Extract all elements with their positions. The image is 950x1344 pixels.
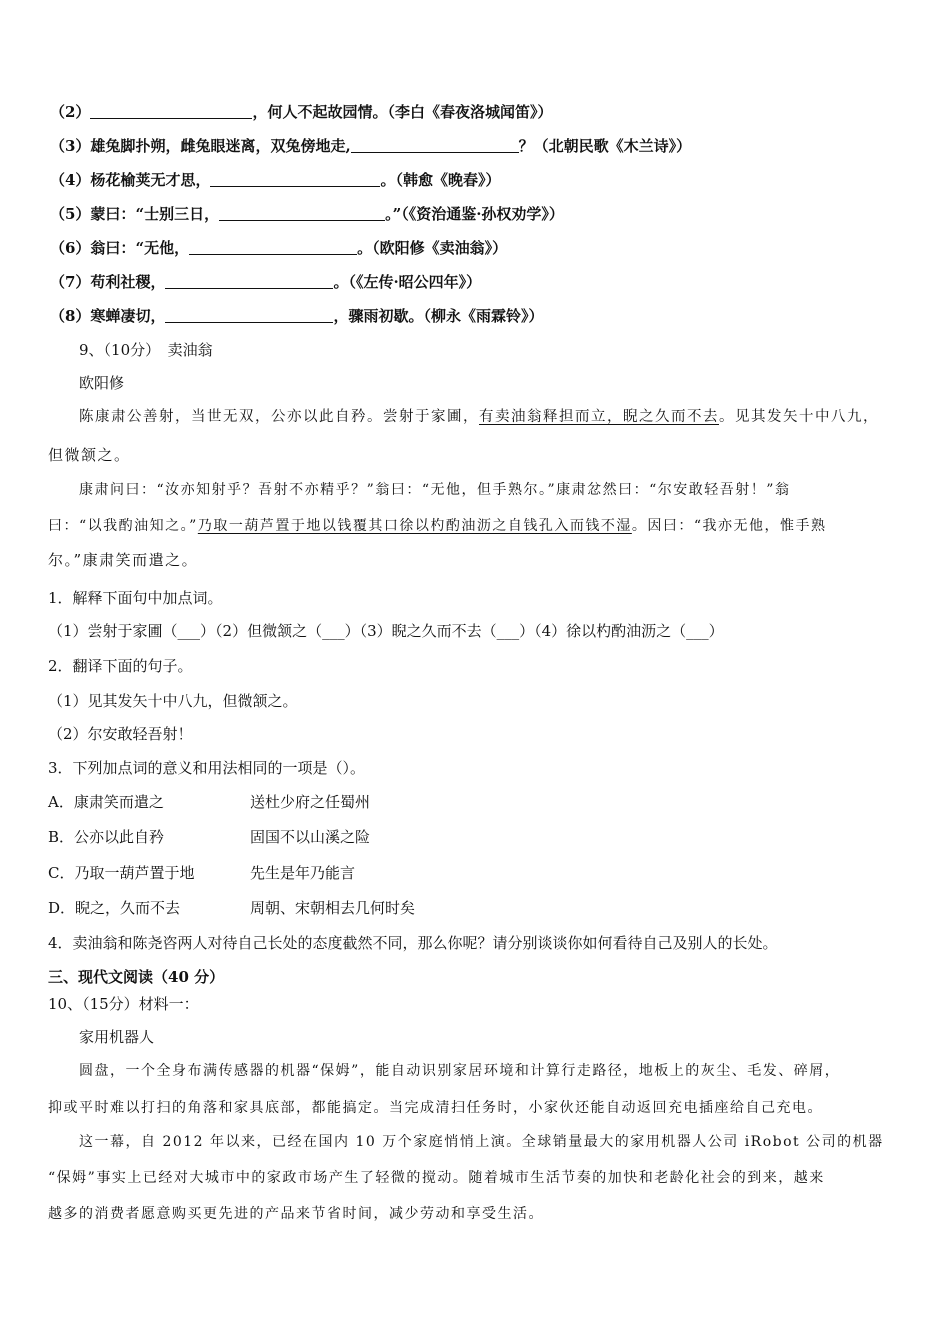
option-c-compare: 先生是年乃能言 xyxy=(250,864,356,882)
item-source: 。（韩愈《晚春》） xyxy=(380,171,501,189)
fill-in-item xyxy=(50,237,507,259)
item-prompt: （2） xyxy=(50,103,91,121)
q9-header: 9、（10分） 卖油翁 xyxy=(79,341,213,359)
q9-passage-line: 康肃问曰：“汝亦知射乎？吾射不亦精乎？”翁曰：“无他，但手熟尔。”康肃忿然曰：“尔安敢轻吾射！”翁 xyxy=(79,482,791,498)
fill-in-item xyxy=(50,305,543,327)
item-prompt: （4）杨花榆荚无才思， xyxy=(50,171,211,189)
underlined-sentence: 有卖油翁释担而立，睨之久而不去 xyxy=(479,409,719,425)
underlined-sentence: 乃取一葫芦置于地以钱覆其口徐以杓酌油沥之自钱孔入而钱不湿 xyxy=(197,518,632,534)
sub-question-item: （1）见其发矢十中八九，但微颔之。 xyxy=(48,692,298,710)
sub-question-title: 1．解释下面句中加点词。 xyxy=(48,589,223,607)
fill-in-item xyxy=(50,169,500,191)
item-source: 。（欧阳修《卖油翁》） xyxy=(357,239,508,257)
answer-blank[interactable] xyxy=(210,171,380,187)
material-line: 抑或平时难以打扫的角落和家具底部，都能搞定。当完成清扫任务时，小家伙还能自动返回充电插座给自己充电。 xyxy=(48,1100,823,1116)
q9-passage-line: 尔。”康肃笑而遣之。 xyxy=(48,551,199,569)
q9-passage-line: 曰：“以我酌油知之。”乃取一葫芦置于地以钱覆其口徐以杓酌油沥之自钱孔入而钱不湿。因曰：“我亦无他，惟手熟 xyxy=(48,518,827,534)
answer-blank[interactable] xyxy=(165,307,333,323)
q9-passage-line: 陈康肃公善射，当世无双，公亦以此自矜。尝射于家圃，有卖油翁释担而立，睨之久而不去。见其发矢十中八九， xyxy=(79,409,879,425)
sub-question-title: 4．卖油翁和陈尧咨两人对待自己长处的态度截然不同，那么你呢？请分别谈谈你如何看待自己及别人的长处。 xyxy=(48,934,778,952)
option-a[interactable]: A．康肃笑而遣之 xyxy=(48,793,164,811)
material-line: 越多的消费者愿意购买更先进的产品来节省时间，减少劳动和享受生活。 xyxy=(48,1206,544,1222)
item-prompt: （7）苟利社稷， xyxy=(50,273,166,291)
option-c[interactable]: C．乃取一葫芦置于地 xyxy=(48,864,195,882)
option-b-compare: 固国不以山溪之险 xyxy=(250,828,371,846)
fill-in-item xyxy=(50,271,481,293)
item-source: ，骤雨初歇。（柳永《雨霖铃》） xyxy=(333,307,544,325)
material-line: 这一幕，自 2012 年以来，已经在国内 10 万个家庭悄悄上演。全球销量最大的家用机器人公司 iRobot 公司的机器 xyxy=(79,1134,884,1150)
fill-in-item xyxy=(50,135,691,157)
item-source: ？（北朝民歌《木兰诗》） xyxy=(518,137,692,155)
item-prompt: （5）蒙曰：“士别三日， xyxy=(50,205,220,223)
q9-passage-line: 但微颔之。 xyxy=(48,446,131,464)
fill-in-item xyxy=(50,101,552,123)
option-a-compare: 送杜少府之任蜀州 xyxy=(250,793,371,811)
answer-blank[interactable] xyxy=(189,239,357,255)
item-source: 。（《左传·昭公四年》） xyxy=(333,273,482,291)
option-d[interactable]: D．睨之，久而不去 xyxy=(48,899,181,917)
answer-blank[interactable] xyxy=(90,103,252,119)
section-heading: 三、现代文阅读（40 分） xyxy=(48,968,225,986)
option-b[interactable]: B．公亦以此自矜 xyxy=(48,828,165,846)
option-d-compare: 周朝、宋朝相去几何时矣 xyxy=(250,899,416,917)
sub-question-title: 2．翻译下面的句子。 xyxy=(48,657,193,675)
item-prompt: （6）翁曰：“无他， xyxy=(50,239,190,257)
material-line: “保姆”事实上已经对大城市中的家政市场产生了轻微的搅动。随着城市生活节奏的加快和老龄化社会的到来，越来 xyxy=(48,1170,825,1186)
sub-question-title: 3．下列加点词的意义和用法相同的一项是（）。 xyxy=(48,759,366,777)
sub-question-items: （1）尝射于家圃（___）（2）但微颔之（___）（3）睨之久而不去（___）（4）徐以杓酌油沥之（___） xyxy=(48,622,724,640)
item-prompt: （3）雄兔脚扑朔，雌兔眼迷离，双兔傍地走, xyxy=(50,137,351,155)
answer-blank[interactable] xyxy=(351,137,519,153)
answer-blank[interactable] xyxy=(219,205,385,221)
material-line: 圆盘，一个全身布满传感器的机器“保姆”，能自动识别家居环境和计算行走路径，地板上的灰尘、毛发、碎屑， xyxy=(79,1063,841,1079)
q10-header: 10、（15分）材料一： xyxy=(48,995,199,1013)
item-prompt: （8）寒蝉凄切， xyxy=(50,307,166,325)
material-title: 家用机器人 xyxy=(79,1028,155,1046)
item-source: 。”（《资治通鉴·孙权劝学》） xyxy=(385,205,564,223)
answer-blank[interactable] xyxy=(165,273,333,289)
fill-in-item xyxy=(50,203,564,225)
q9-author: 欧阳修 xyxy=(79,374,125,392)
item-source: ，何人不起故园情。（李白《春夜洛城闻笛》） xyxy=(252,103,553,121)
sub-question-item: （2）尔安敢轻吾射！ xyxy=(48,725,193,743)
